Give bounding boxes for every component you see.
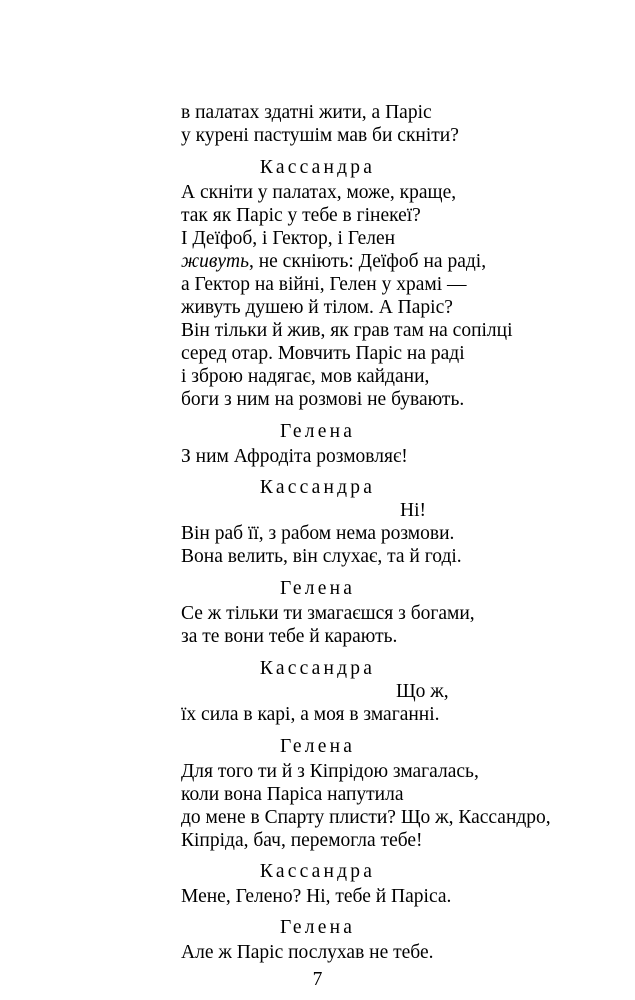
speaker-name: Гелена [279,578,356,599]
verse-line: Се ж тільки ти змагаєшся з богами, [181,603,475,624]
verse-line: І Деїфоб, і Гектор, і Гелен [181,228,396,249]
speaker-name: Кассандра [259,477,376,498]
emphasized-word: живуть [181,251,249,272]
speaker-name: Кассандра [259,157,376,178]
speaker-name: Гелена [279,917,356,938]
speaker-name: Гелена [279,421,356,442]
speaker-name: Гелена [279,736,356,757]
verse-line: боги з ним на розмові не бувають. [181,389,465,410]
verse-line-continuation: Що ж, [396,681,449,702]
speaker-name: Кассандра [259,861,376,882]
verse-line [181,250,486,274]
verse-line: Кіпріда, бач, перемогла тебе! [181,830,423,851]
verse-line: Але ж Паріс послухав не тебе. [181,942,434,963]
verse-line: коли вона Паріса напутила [181,784,404,805]
verse-line: Для того ти й з Кіпрідою змагалась, [181,761,479,782]
verse-line: і зброю надягає, мов кайдани, [181,366,430,387]
speaker-name: Кассандра [259,658,376,679]
verse-line: серед отар. Мовчить Паріс на раді [181,343,465,364]
verse-line: Він раб її, з рабом нема розмови. [181,523,455,544]
verse-line: в палатах здатні жити, а Паріс [181,102,432,123]
verse-line: у курені пастушім мав би скніти? [181,125,459,146]
verse-line: а Гектор на війні, Гелен у храмі — [181,274,467,295]
verse-line-rest: , не скніють: Деїфоб на раді, [248,251,487,272]
verse-line: А скніти у палатах, може, краще, [181,182,457,203]
verse-line: Вона велить, він слухає, та й годі. [181,546,462,567]
verse-line: їх сила в карі, а моя в змаганні. [181,704,440,725]
verse-line: живуть душею й тілом. А Паріс? [181,297,453,318]
verse-line: Мене, Гелено? Ні, тебе й Паріса. [181,886,452,907]
verse-line: Він тільки й жив, як грав там на сопілці [181,320,513,341]
verse-line: так як Паріс у тебе в гінекеї? [181,205,421,226]
verse-line: за те вони тебе й карають. [181,626,398,647]
page-number: 7 [312,969,323,990]
verse-line: З ним Афродіта розмовляє! [181,446,408,467]
verse-line-continuation: Ні! [400,500,426,521]
verse-line: до мене в Спарту плисти? Що ж, Кассандро, [181,807,551,828]
